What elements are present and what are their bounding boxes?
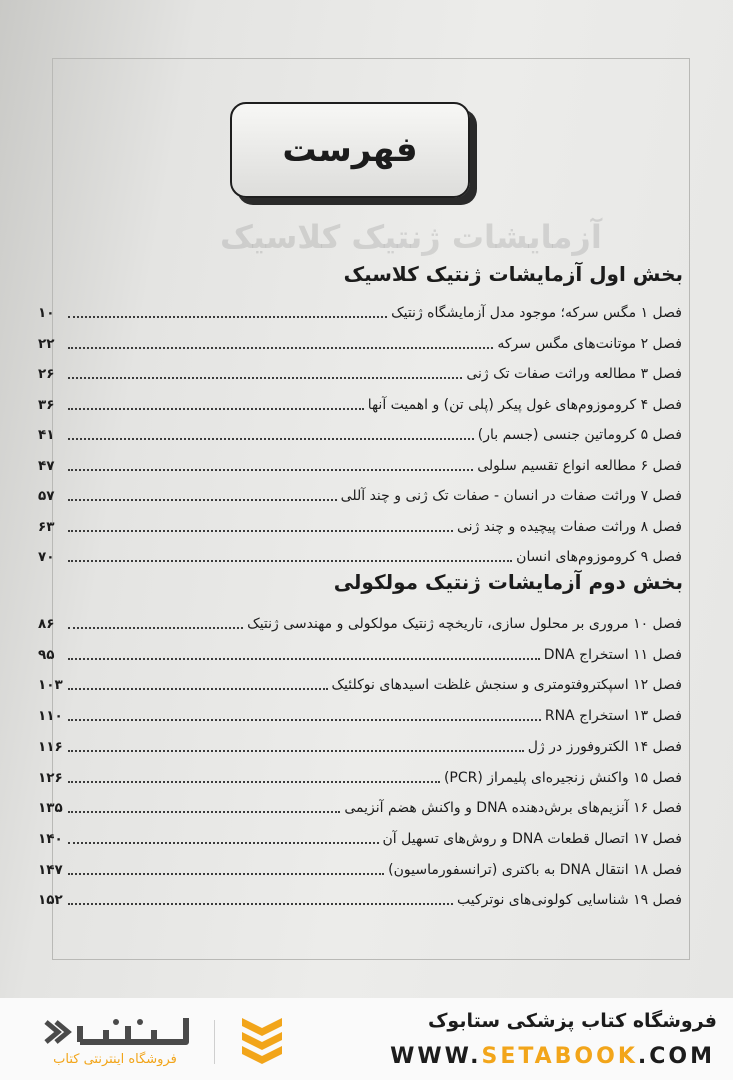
page-number: ۱۰ bbox=[38, 305, 55, 321]
dot-leader bbox=[68, 438, 474, 440]
toc-entry bbox=[38, 607, 682, 633]
toc-entry bbox=[38, 327, 682, 353]
page-number: ۱۴۰ bbox=[38, 830, 63, 847]
toc-entry bbox=[38, 510, 682, 536]
dot-leader bbox=[68, 530, 453, 532]
setabook-logo-icon bbox=[238, 1012, 286, 1070]
chapter-title: فصل ۱۷ اتصال قطعات DNA و روش‌های تسهیل آن bbox=[382, 830, 682, 847]
page-number: ۱۱۰ bbox=[38, 708, 63, 725]
section-heading: بخش اول آزمایشات ژنتیک کلاسیک bbox=[343, 262, 683, 286]
toc-entry bbox=[38, 449, 682, 475]
chapter-title: فصل ۱ مگس سرکه؛ موجود مدل آزمایشگاه ژنتیک bbox=[391, 305, 682, 321]
page-number: ۵۷ bbox=[38, 488, 55, 504]
dot-leader bbox=[68, 781, 440, 783]
toc-entry bbox=[38, 668, 682, 694]
logo-divider bbox=[214, 1020, 215, 1064]
page-number: ۱۴۷ bbox=[38, 861, 63, 878]
toc-entry bbox=[38, 296, 682, 322]
page-number: ۱۱۶ bbox=[38, 738, 63, 755]
chapter-title: فصل ۸ وراثت صفات پیچیده و چند ژنی bbox=[457, 518, 682, 535]
dot-leader bbox=[68, 469, 473, 471]
dot-leader bbox=[68, 719, 541, 721]
page-number: ۴۷ bbox=[38, 457, 55, 474]
page-number: ۲۲ bbox=[38, 335, 55, 352]
dot-leader bbox=[68, 811, 340, 813]
chapter-title: فصل ۵ کروماتین جنسی (جسم بار) bbox=[477, 427, 682, 443]
toc-entry bbox=[38, 853, 682, 879]
chapter-title: فصل ۱۶ آنزیم‌های برش‌دهنده DNA و واکنش هضم آنزیمی bbox=[344, 800, 682, 817]
dot-leader bbox=[68, 750, 524, 752]
dot-leader bbox=[68, 560, 512, 562]
page-number: ۲۶ bbox=[38, 366, 55, 382]
store-name: فروشگاه کتاب پزشکی ستابوک bbox=[427, 1010, 717, 1032]
store-url-link[interactable] bbox=[390, 1044, 715, 1069]
page-number: ۷۰ bbox=[38, 549, 55, 565]
toc-entry bbox=[38, 388, 682, 414]
dot-leader bbox=[68, 903, 453, 905]
toc-entry bbox=[38, 699, 682, 725]
chapter-title: فصل ۱۲ اسپکتروفتومتری و سنجش غلظت اسیدهای نوکلئیک bbox=[331, 677, 682, 694]
chapter-title: فصل ۱۰ مروری بر محلول سازی، تاریخچه ژنتیک مولکولی و مهندسی ژنتیک bbox=[247, 616, 682, 632]
toc-entry bbox=[38, 479, 682, 505]
chapter-title: فصل ۶ مطالعه انواع تقسیم سلولی bbox=[477, 457, 682, 474]
logo-tagline: فروشگاه اینترنتی کتاب bbox=[53, 1052, 177, 1067]
dot-leader bbox=[68, 627, 243, 629]
toc-entry bbox=[38, 638, 682, 664]
page-number: ۳۶ bbox=[38, 396, 55, 413]
chapter-title: فصل ۱۸ انتقال DNA به باکتری (ترانسفورماسیون) bbox=[388, 861, 682, 878]
chapter-title: فصل ۳ مطالعه وراثت صفات تک ژنی bbox=[466, 366, 682, 382]
chapter-title: فصل ۱۴ الکتروفورز در ژل bbox=[527, 738, 682, 755]
page-number: ۱۲۶ bbox=[38, 769, 63, 786]
page-number: ۱۰۳ bbox=[38, 677, 63, 694]
dot-leader bbox=[68, 658, 540, 660]
toc-title-box bbox=[230, 102, 470, 198]
toc-entry bbox=[38, 357, 682, 383]
toc-entry bbox=[38, 761, 682, 787]
chapter-title: فصل ۴ کروموزوم‌های غول پیکر (پلی تن) و اهمیت آنها bbox=[367, 396, 682, 413]
dot-leader bbox=[68, 316, 387, 318]
dot-leader bbox=[68, 842, 379, 844]
dot-leader bbox=[68, 347, 493, 349]
dot-leader bbox=[68, 688, 328, 690]
chapter-title: فصل ۲ موتانت‌های مگس سرکه bbox=[497, 335, 682, 352]
dot-leader bbox=[68, 377, 462, 379]
toc-title: فهرست bbox=[282, 130, 418, 170]
chapter-title: فصل ۱۹ شناسایی کولونی‌های نوترکیب bbox=[456, 892, 682, 909]
chapter-title: فصل ۷ وراثت صفات در انسان - صفات تک ژنی و چند آللی bbox=[340, 488, 682, 504]
dot-leader bbox=[68, 408, 364, 410]
page-number: ۴۱ bbox=[38, 427, 55, 443]
chapter-title: فصل ۱۵ واکنش زنجیره‌ای پلیمراز (PCR) bbox=[443, 769, 682, 786]
url-brand: SETABOOK bbox=[481, 1044, 638, 1069]
toc-entry bbox=[38, 540, 682, 566]
toc-entry bbox=[38, 822, 682, 848]
chapter-title: فصل ۱۱ استخراج DNA bbox=[543, 646, 682, 663]
section-heading: بخش دوم آزمایشات ژنتیک مولکولی bbox=[333, 570, 683, 594]
toc-entry bbox=[38, 791, 682, 817]
page-number: ۶۳ bbox=[38, 518, 55, 535]
page-number: ۱۳۵ bbox=[38, 800, 63, 817]
dot-leader bbox=[68, 499, 337, 501]
toc-entry bbox=[38, 730, 682, 756]
toc-entry bbox=[38, 418, 682, 444]
page-number: ۸۶ bbox=[38, 616, 55, 632]
toc-entry bbox=[38, 883, 682, 909]
page-number: ۱۵۲ bbox=[38, 892, 63, 909]
page-number: ۹۵ bbox=[38, 646, 55, 663]
dot-leader bbox=[68, 873, 384, 875]
chapter-title: فصل ۹ کروموزوم‌های انسان bbox=[516, 549, 682, 565]
url-prefix: WWW. bbox=[390, 1044, 482, 1069]
bleed-through-text: آزمایشات ژنتیک کلاسیک bbox=[220, 218, 602, 256]
chapter-title: فصل ۱۳ استخراج RNA bbox=[544, 708, 682, 725]
url-suffix: .COM bbox=[637, 1044, 715, 1069]
